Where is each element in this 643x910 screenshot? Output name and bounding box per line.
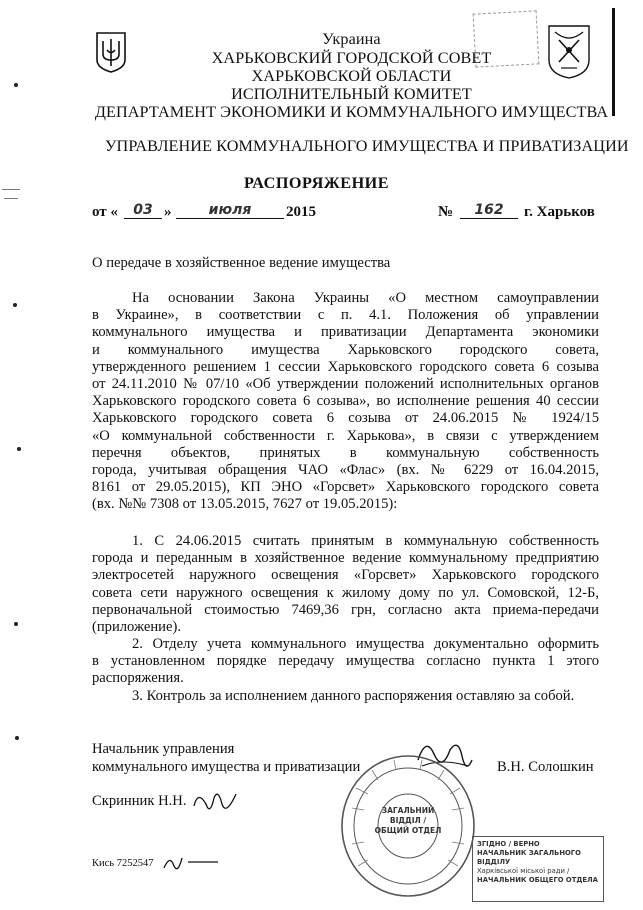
preamble-line: перечня объектов, принятых в коммунальную собственность [92,444,599,461]
stamp-line: НАЧАЛЬНИК ОБЩЕГО ОТДЕЛА [477,876,598,884]
date-prefix: от « [92,204,118,220]
order-item-1 [92,533,599,636]
preamble-line: (вх. №№ 7308 от 13.05.2015, 7627 от 19.05.2015): [92,496,398,513]
preamble-line: в Украине», в соответствии с п. 4.1. Положения об управлении [92,307,599,324]
stamp-center-line: ОБЩИЙ ОТДЕЛ [374,826,442,835]
header-office: УПРАВЛЕНИЕ КОММУНАЛЬНОГО ИМУЩЕСТВА И ПРИВАТИЗАЦИИ [105,137,629,155]
item-line: совета сети наружного освещения к жилому дому по ул. Сомовской, 12-Б, [92,584,599,601]
preamble-line: Харьковского городского совета 6 созыва», во исполнение решения 40 сессии [92,393,599,410]
stamp-line: ЗГІДНО / ВЕРНО [477,840,540,848]
stamp-center-line: ВІДДІЛ / [389,816,427,825]
executor-info: Кись 7252547 [92,858,154,869]
certification-stamp [472,836,604,902]
signatory-title-2: коммунального имущества и приватизации [92,759,361,775]
doc-subject: О передаче в хозяйственное ведение имущества [92,255,391,271]
header-committee: ИСПОЛНИТЕЛЬНЫЙ КОМИТЕТ [231,85,472,103]
date-day: 03 [124,202,162,219]
executor-signature [160,848,220,876]
item-line: города и переданным в хозяйственное ведение коммунальному предприятию [92,550,599,567]
header-country: Украина [322,30,381,48]
item-line: электросетей наружного освещения «Горсвет» Харьковского городского [92,567,599,584]
doc-type-title: РАСПОРЯЖЕНИЕ [243,174,390,192]
doc-number: 162 [460,202,518,219]
date-year: 2015 [286,204,316,220]
order-item-2 [92,636,599,688]
header-department: ДЕПАРТАМЕНТ ЭКОНОМИКИ И КОММУНАЛЬНОГО ИМУЩЕСТВА [94,103,609,121]
item-line: первоначальной стоимостью 7469,36 грн, согласно акта приема-передачи [92,601,599,618]
preamble-line: «О коммунальной собственности г. Харькова», в связи с утверждением [92,427,599,444]
preamble-line: На основании Закона Украины «О местном самоуправлении [132,290,599,306]
approval-name: Скринник Н.Н. [92,793,187,809]
margin-mark [14,622,18,626]
doc-city: г. Харьков [524,204,595,220]
stamp-line: Харківської міської ради / [477,867,570,875]
item-line: 1. С 24.06.2015 считать принятым в коммунальную собственность [132,533,599,549]
preamble-line: от 24.11.2010 № 07/10 «Об утверждении положений исполнительных органов [92,376,599,393]
preamble-line: 8161 от 29.05.2015), КП ЭНО «Горсвет» Харьковского городского совета [92,479,599,496]
preamble-line: города, учитывая обращения ЧАО «Флас» (вх. № 6229 от 16.04.2015, [92,462,599,479]
stamp-center-line: ЗАГАЛЬНИЙ [381,806,435,815]
item-line: в установленном порядке передачу имущества согласно пункта 1 этого [92,653,599,670]
date-month: июля [176,202,284,219]
item-line: 3. Контроль за исполнением данного распоряжения оставляю за собой. [132,688,575,704]
preamble-line: коммунального имущества и приватизации Департамента экономики [92,324,599,341]
margin-dash [4,198,18,199]
margin-mark [17,447,21,451]
margin-mark [14,83,18,87]
margin-mark [13,303,17,307]
preamble-line: и коммунального имущества Харьковского городского совета, [92,341,599,358]
margin-mark [15,736,19,740]
stamp-center-text [368,806,448,836]
official-round-stamp [338,748,478,898]
order-item-3 [132,688,602,705]
item-line: 2. Отделу учета коммунального имущества документально оформить [132,636,599,652]
item-line: распоряжения. [92,670,184,687]
number-label: № [438,204,454,220]
item-line: (приложение). [92,619,181,636]
signatory-name: В.Н. Солошкин [497,759,594,775]
stamp-line: НАЧАЛЬНИК ЗАГАЛЬНОГО ВІДДІЛУ [477,849,581,866]
approval-signature [190,786,240,822]
header-region: ХАРЬКОВСКОЙ ОБЛАСТИ [251,67,452,85]
preamble-line: Харьковского городского совета 6 созыва от 24.06.2015 № 1924/15 [92,410,599,427]
preamble [92,290,599,514]
preamble-line: утвержденного решением 1 сессии Харьковского городского совета 6 созыва [92,358,599,375]
date-number-line [92,202,602,224]
signatory-title-1: Начальник управления [92,741,235,757]
date-mid: » [164,204,172,220]
header-council: ХАРЬКОВСКИЙ ГОРОДСКОЙ СОВЕТ [211,49,492,67]
